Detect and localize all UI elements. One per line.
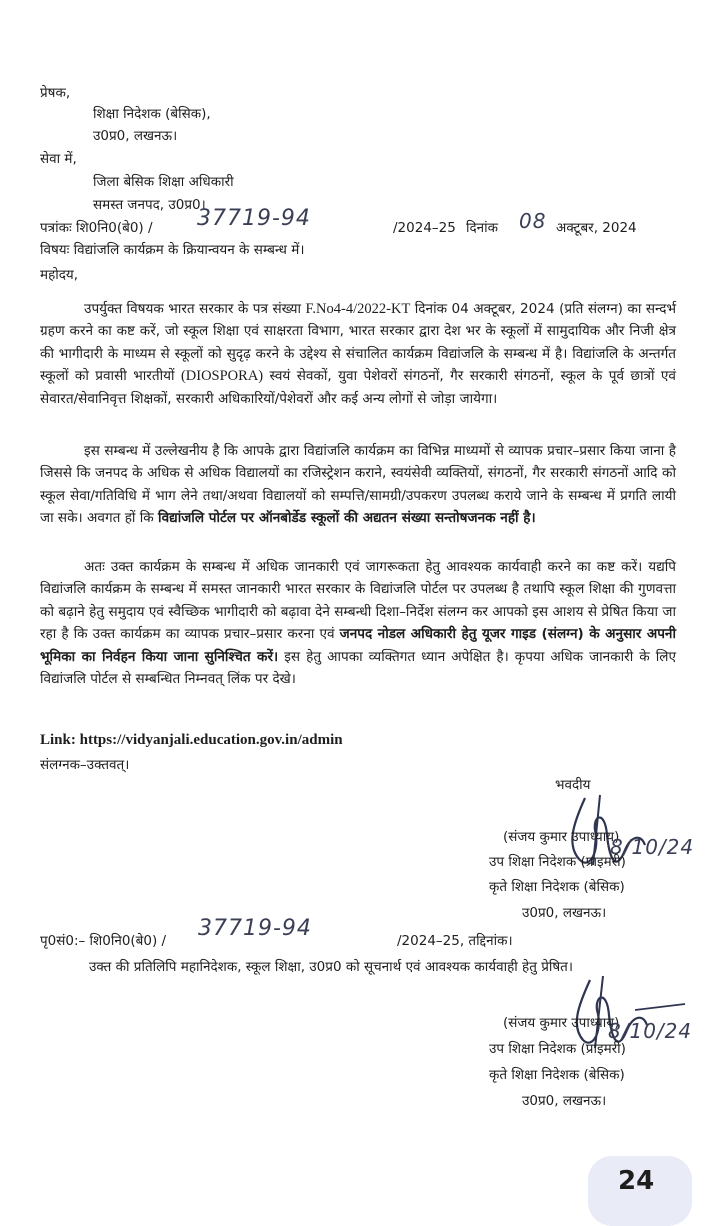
sender-place: उ0प्र0, लखनऊ।: [93, 128, 178, 144]
sig2-handwritten-date: 8/10/24: [608, 1019, 693, 1043]
ref-year: /2024–25: [393, 220, 456, 236]
para1-letter-no: F.No4-4/2022-KT: [305, 301, 411, 317]
page-count-badge[interactable]: [588, 1156, 692, 1226]
ref-date-label: दिनांक: [466, 220, 499, 236]
recipient-label: सेवा में,: [40, 151, 77, 167]
page-count-text: 24: [618, 1166, 655, 1196]
recipient-name: जिला बेसिक शिक्षा अधिकारी: [93, 174, 234, 190]
paragraph-2: [40, 440, 676, 530]
sig2-designation: उप शिक्षा निदेशक (प्राइमरी): [489, 1041, 626, 1057]
sig1-closing: भवदीय: [555, 777, 591, 793]
para3-text-a: अतः उक्त कार्यक्रम के सम्बन्ध में अधिक जानकारी एवं जागरूकता हेतु आवश्यक कार्यवाही करने का कष्ट करें। यद्यपि विद्यांजलि कार्यक्रम के सम्बन्ध में समस्त जानकारी भारत सरकार के विद्यांजलि पोर्टल पर उपलब्ध है तथापि स्कूल शिक्षा की गुणवत्ता को बढ़ाने हेतु समुदाय एवं स्वैच्छिक भागीदारी को बढ़ावा देने सम्बन्धी दिशा–निर्देश संलग्न कर आपको इस आशय से प्रेषित किया जा रहा है कि उक्त कार्यक्रम का व्यापक प्रचार–प्रसार करना एवं: [40, 559, 676, 643]
copy-ref-handwritten-number: 37719-94: [198, 916, 312, 941]
vidyanjali-link[interactable]: Link: https://vidyanjali.education.gov.in/admin: [40, 732, 343, 748]
copy-text: उक्त की प्रतिलिपि महानिदेशक, स्कूल शिक्षा, उ0प्र0 को सूचनार्थ एवं आवश्यक कार्यवाही हेतु प्रेषित।: [89, 959, 573, 975]
copy-ref-suffix: /2024–25, तद्दिनांक।: [397, 933, 513, 949]
sig2-name: (संजय कुमार उपाध्याय): [503, 1015, 620, 1031]
sender-label: प्रेषक,: [40, 85, 71, 101]
para1-text-b: दिनांक 04 अक्टूबर, 2024 (प्रति संलग्न) का सन्दर्भ ग्रहण करने का कष्ट करें, जो स्कूल शिक्षा एवं साक्षरता विभाग, भारत सरकार द्वारा देश भर के स्कूलों में सामुदायिक और निजी क्षेत्र की भागीदारी के माध्यम से स्कूलों को सुदृढ़ करने के उद्देश्य से संचालित कार्यक्रम विद्यांजलि के सम्बन्ध में है। विद्यांजलि के अन्तर्गत स्कूलों को प्रवासी भारतीयों: [40, 301, 677, 385]
sig1-handwritten-date: 8/10/24: [610, 835, 695, 859]
sig1-designation: उप शिक्षा निदेशक (प्राइमरी): [489, 854, 626, 870]
sig2-place: उ0प्र0, लखनऊ।: [522, 1093, 607, 1109]
sig2-on-behalf: कृते शिक्षा निदेशक (बेसिक): [489, 1067, 625, 1083]
para1-text-a: उपर्युक्त विषयक भारत सरकार के पत्र संख्या: [84, 301, 302, 317]
ref-date-rest: अक्टूबर, 2024: [556, 220, 637, 236]
para3-text-b: इस हेतु आपका व्यक्तिगत ध्यान अपेक्षित है। कृपया अधिक जानकारी के लिए विद्यांजलि पोर्टल से सम्बन्धित निम्नवत् लिंक पर देखे।: [40, 648, 676, 688]
ref-handwritten-day: 08: [519, 209, 547, 233]
ref-prefix: पत्रांकः शि0नि0(बे0) /: [40, 220, 153, 236]
para3-bold: जनपद नोडल अधिकारी हेतु यूजर गाइड (संलग्न) के अनुसार अपनी भूमिका का निर्वहन किया जाना सुनिश्चित करें।: [40, 626, 676, 665]
para1-diaspora: (DIOSPORA): [180, 368, 264, 385]
ref-handwritten-number: 37719-94: [197, 206, 311, 231]
copy-ref-prefix: पृ0सं0:– शि0नि0(बे0) /: [40, 933, 167, 949]
para2-bold: विद्यांजलि पोर्टल पर ऑनबोर्डेड स्कूलों की अद्यतन संख्या सन्तोषजनक नहीं है।: [158, 510, 536, 527]
enclosure: संलग्नक–उक्तवत्।: [40, 757, 130, 773]
paragraph-1: [40, 298, 676, 410]
recipient-place: समस्त जनपद, उ0प्र0।: [93, 197, 206, 213]
salutation: महोदय,: [40, 267, 79, 283]
sig1-name: (संजय कुमार उपाध्याय): [503, 829, 620, 845]
para1-text-c: स्वयं सेवकों, युवा पेशेवरों संगठनों, गैर सरकारी संगठनों, स्कूल के पूर्व छात्रों एवं सेवारत/सेवानिवृत्त शिक्षकों, सरकारी अधिकारियों/पेशेवरों और कई अन्य लोगों से जोड़ा जायेगा।: [40, 368, 676, 407]
sig1-place: उ0प्र0, लखनऊ।: [522, 905, 607, 921]
sig1-on-behalf: कृते शिक्षा निदेशक (बेसिक): [489, 879, 625, 895]
paragraph-3: [40, 556, 676, 690]
subject: विषयः विद्यांजलि कार्यक्रम के क्रियान्वयन के सम्बन्ध में।: [40, 242, 305, 258]
sender-name: शिक्षा निदेशक (बेसिक),: [93, 106, 211, 122]
para2-text: इस सम्बन्ध में उल्लेखनीय है कि आपके द्वारा विद्यांजलि कार्यक्रम का विभिन्न माध्यमों से व्यापक प्रचार–प्रसार किया जाना है जिससे कि जनपद के अधिक से अधिक विद्यालयों का रजिस्ट्रेशन कराने, स्वयंसेवी व्यक्तियों, संगठनों, गैर सरकारी संगठनों आदि को स्कूल सेवा/गतिविधि में भाग लेने तथा/अथवा विद्यालयों को सम्पत्ति/सामग्री/उपकरण उपलब्ध कराये जाने के सम्बन्ध में प्रगति लायी जा सके। अवगत हों कि: [40, 443, 676, 527]
